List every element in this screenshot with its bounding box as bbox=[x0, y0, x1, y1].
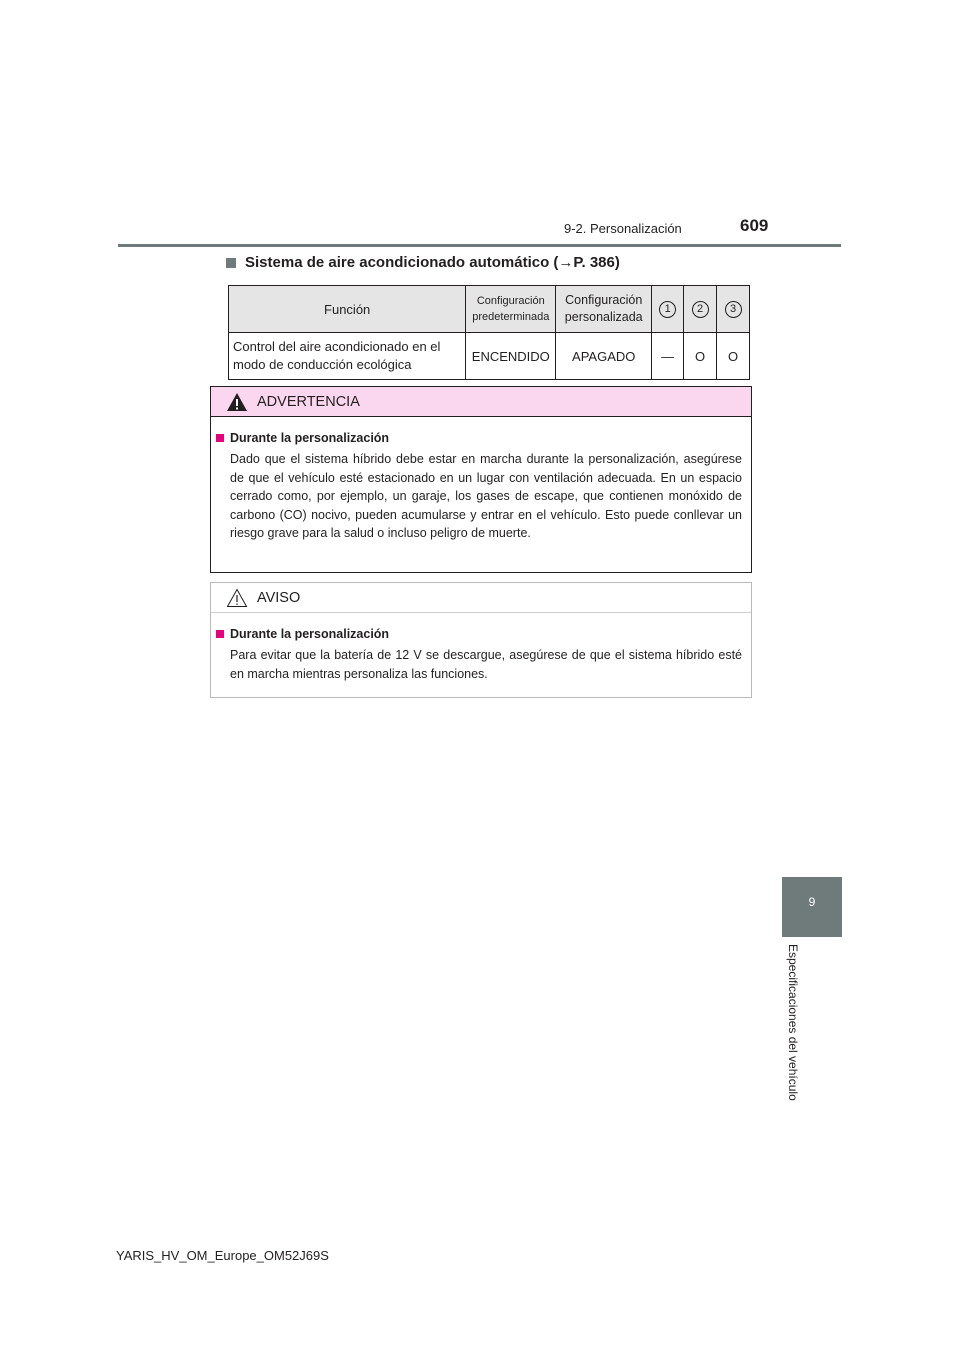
notice-subtitle-text: Durante la personalización bbox=[230, 627, 390, 641]
circled-number-3: 3 bbox=[725, 301, 742, 318]
warning-title: ADVERTENCIA bbox=[257, 393, 360, 410]
notice-bullet bbox=[216, 630, 224, 638]
caution-triangle-icon bbox=[226, 588, 248, 608]
header-rule bbox=[118, 244, 841, 247]
warning-text: Dado que el sistema híbrido debe estar en marcha durante la personalización, asegúrese de que el vehículo esté estacionado en un lugar con ventilación adecuada. En un espacio cerrado como, por ejemplo, un garaje, los gases de escape, que contienen monóxido de carbono (CO) nocivo, pueden acumularse y entrar en el vehículo. Esto puede conllevar un riesgo grave para la salud o incluso peligro de muerte. bbox=[230, 452, 742, 541]
cell-custom: APAGADO bbox=[556, 333, 652, 380]
footer-code: YARIS_HV_OM_Europe_OM52J69S bbox=[116, 1248, 329, 1263]
notice-box bbox=[210, 582, 752, 698]
settings-table bbox=[228, 285, 750, 380]
circled-number-2: 2 bbox=[692, 301, 709, 318]
header-col-3 bbox=[717, 286, 750, 333]
table-row bbox=[229, 333, 750, 380]
header-col-2 bbox=[684, 286, 717, 333]
chapter-number: 9 bbox=[808, 895, 816, 909]
cell-c3: O bbox=[717, 333, 750, 380]
warning-bullet bbox=[216, 434, 224, 442]
warning-subtitle bbox=[216, 431, 751, 445]
header-col-1 bbox=[652, 286, 684, 333]
section-title bbox=[226, 254, 620, 271]
circled-number-1: 1 bbox=[659, 301, 676, 318]
page-number: 609 bbox=[740, 216, 769, 235]
header-section: 9-2. Personalización bbox=[564, 221, 682, 236]
warning-box bbox=[210, 386, 752, 573]
warning-header bbox=[211, 387, 751, 417]
chapter-tab bbox=[782, 877, 842, 937]
cell-default: ENCENDIDO bbox=[466, 333, 556, 380]
chapter-label: Especificaciones del vehículo bbox=[786, 944, 800, 1101]
warning-subtitle-text: Durante la personalización bbox=[230, 431, 390, 445]
header-function: Función bbox=[229, 286, 466, 333]
cell-c2: O bbox=[684, 333, 717, 380]
warning-triangle-icon bbox=[226, 392, 248, 412]
cell-function: Control del aire acondicionado en el modo de conducción ecológica bbox=[229, 333, 466, 380]
table-header-row bbox=[229, 286, 750, 333]
section-bullet bbox=[226, 258, 236, 268]
cell-c1: — bbox=[652, 333, 684, 380]
notice-header bbox=[211, 583, 751, 613]
header-custom: Configuración personalizada bbox=[556, 286, 652, 333]
notice-text: Para evitar que la batería de 12 V se descargue, asegúrese de que el sistema híbrido esté en marcha mientras personaliza las funciones. bbox=[230, 648, 742, 681]
header-default: Configuración predeterminada bbox=[466, 286, 556, 333]
notice-title: AVISO bbox=[257, 589, 301, 606]
section-title-text: Sistema de aire acondicionado automático (→P. 386) bbox=[245, 254, 620, 271]
notice-subtitle bbox=[216, 627, 751, 641]
